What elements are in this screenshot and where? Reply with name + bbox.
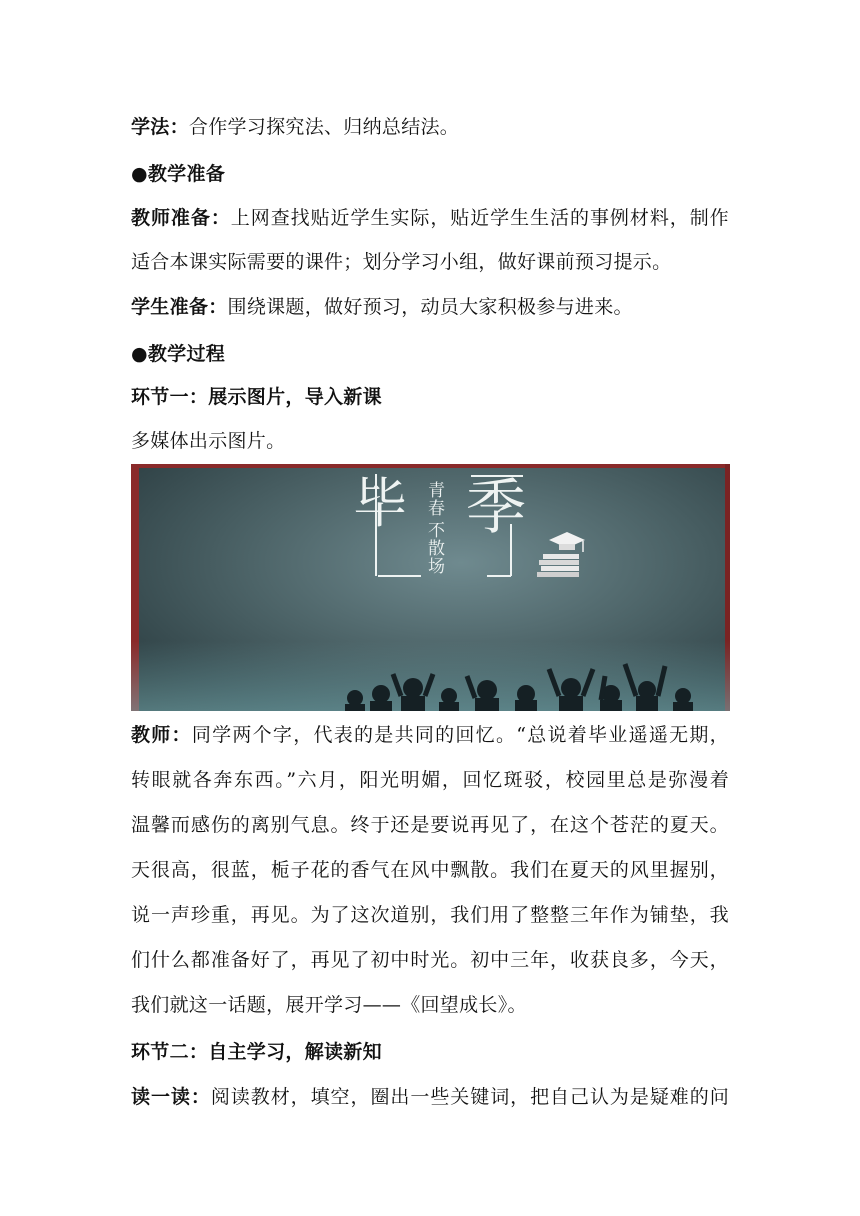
study-method-text: 合作学习探究法、归纳总结法。: [188, 116, 460, 138]
picture-char-chun: 春: [428, 499, 445, 519]
picture-char-chang: 场: [428, 557, 445, 577]
picture-char-bu: 不: [428, 521, 445, 541]
teacher-paragraph-line-2: 转眼就各奔东西。”六月，阳光明媚，回忆斑驳，校园里总是弥漫着: [131, 769, 729, 791]
teacher-paragraph-line-4: 天很高，很蓝，栀子花的香气在风中飘散。我们在夏天的风里握别，: [131, 859, 729, 881]
picture-char-san: 散: [428, 539, 445, 559]
student-prep-label: 学生准备：: [131, 296, 228, 318]
graduation-picture: [131, 464, 730, 711]
teacher-paragraph-line-7: 我们就这一话题，展开学习——《回望成长》。: [131, 994, 527, 1016]
teacher-prep-label: 教师准备：: [131, 207, 231, 229]
teacher-paragraph-line-1: [131, 722, 729, 748]
student-prep-text: 围绕课题，做好预习，动员大家积极参与进来。: [227, 296, 633, 318]
picture-char-qing: 青: [428, 481, 445, 501]
teacher-paragraph-line-3: 温馨而感伤的离别气息。终于还是要说再见了，在这个苍茫的夏天。: [131, 814, 729, 836]
section-2-title: 环节二：自主学习，解读新知: [131, 1041, 382, 1063]
picture-char-ji: 季: [466, 473, 526, 543]
study-method-line: [131, 114, 459, 140]
section-1-title: 环节一：展示图片，导入新课: [131, 386, 382, 408]
teacher-paragraph-line-6: 们什么都准备好了，再见了初中时光。初中三年，收获良多，今天，: [131, 949, 729, 971]
teacher-prep-line-1: [131, 205, 729, 231]
teacher-paragraph-line-5: 说一声珍重，再见。为了这次道别，我们用了整整三年作为铺垫，我: [131, 904, 729, 926]
heading-teaching-process: ●教学过程: [131, 343, 226, 365]
teacher-prep-text-1: 上网查找贴近学生实际，贴近学生生活的事例材料，制作: [230, 207, 729, 229]
show-picture-line: 多媒体出示图片。: [131, 430, 286, 452]
teacher-prep-line-2: 适合本课实际需要的课件；划分学习小组，做好课前预习提示。: [131, 251, 672, 273]
crowd-silhouette: [345, 664, 693, 711]
study-method-label: 学法：: [131, 116, 189, 138]
teacher-label: 教师：: [131, 724, 192, 746]
read-text-1: 阅读教材，填空，圈出一些关键词，把自己认为是疑难的问: [210, 1086, 729, 1108]
picture-char-bi: 毕: [353, 472, 407, 535]
read-line-1: [131, 1084, 729, 1110]
student-prep-line: [131, 294, 633, 320]
heading-teaching-preparation: ●教学准备: [131, 163, 226, 185]
read-label: 读一读：: [131, 1086, 211, 1108]
teacher-paragraph-text-1: 同学两个字，代表的是共同的回忆。“总说着毕业遥遥无期，: [191, 724, 729, 746]
graduation-cap-icon: [537, 532, 585, 577]
